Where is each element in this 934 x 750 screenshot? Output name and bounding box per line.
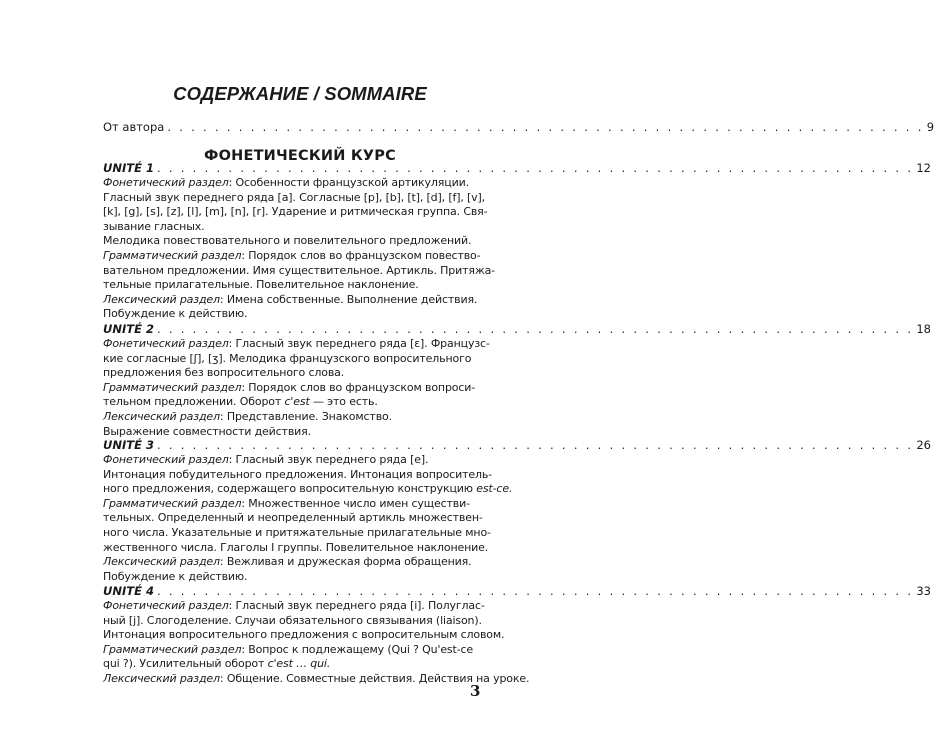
description-line (103, 511, 488, 526)
text-run: Побуждение к действию. (103, 307, 248, 321)
text-run: ного предложения, содержащего вопросительную конструкцию (103, 482, 477, 496)
text-run: : Гласный звук переднего ряда [i]. Полуглас- (228, 599, 485, 612)
italic-run: Лексический раздел (103, 555, 220, 569)
text-run: Мелодика повествовательного и повелительного предложений. (103, 234, 472, 248)
unit-label: UNITÉ 4 (103, 584, 154, 598)
text-run: — это есть. (309, 395, 378, 409)
description-line (103, 176, 488, 191)
italic-run: Фонетический раздел (103, 337, 229, 350)
description-line (103, 643, 488, 658)
leader-dots: . . . . . . . . . . . . . . . . . . . . . . . . . . . . . . . . . . . . . . . . . . . . . . . . . . . . . . . . . . . . . . . . (156, 322, 914, 336)
text-run: : Гласный звук переднего ряда [e]. (228, 453, 429, 466)
text-run: : Гласный звук переднего ряда [ɛ]. Французс- (228, 337, 490, 350)
leader-dots: . . . . . . . . . . . . . . . . . . . . . . . . . . . . . . . . . . . . . . . . . . . . . . . . . . . . . . . . . . . . . . . . (156, 161, 914, 175)
description-line (103, 293, 488, 308)
description-line (103, 205, 488, 220)
toc-entry-label: От автора (103, 120, 165, 134)
description-line (103, 395, 488, 410)
description-line (103, 482, 513, 497)
text-run: жественного числа. Глаголы I группы. Повелительное наклонение. (103, 540, 489, 554)
unit-label: UNITÉ 2 (103, 322, 154, 336)
text-run: кие согласные [ʃ], [ʒ]. Мелодика французского вопросительного (103, 351, 472, 365)
toc-entry-page: 9 (926, 120, 934, 134)
unit-heading (103, 584, 931, 598)
description-line (103, 337, 488, 352)
leader-dots: . . . . . . . . . . . . . . . . . . . . . . . . . . . . . . . . . . . . . . . . . . . . . . . . . . . . . . . . . . . . . . . . (156, 584, 914, 598)
text-run: : Особенности французской артикуляции. (228, 176, 469, 189)
text-run: : Вопрос к подлежащему (Qui ? Qu'est-ce (241, 642, 474, 656)
description-line (103, 278, 488, 293)
description-line (103, 467, 492, 483)
italic-run: Грамматический раздел (103, 496, 242, 510)
description-line (103, 263, 495, 279)
leader-dots: . . . . . . . . . . . . . . . . . . . . . . . . . . . . . . . . . . . . . . . . . . . . . . . . . . . . . . . . . . . . . . . . (156, 438, 914, 452)
unit-label: UNITÉ 3 (103, 438, 154, 452)
italic-run: Фонетический раздел (103, 599, 229, 612)
text-run: тельном предложении. Оборот (103, 395, 285, 409)
text-run: вательном предложении. Имя существительное. Артикль. Притяжа- (103, 263, 495, 277)
text-run: тельных. Определенный и неопределенный артикль множествен- (103, 511, 483, 525)
page-number: 3 (470, 682, 481, 700)
leader-dots: . . . . . . . . . . . . . . . . . . . . . . . . . . . . . . . . . . . . . . . . . . . . . . . . . . . . . . . . . . . . . . . . (167, 120, 924, 134)
italic-run: c'est … qui. (267, 657, 331, 671)
text-run: : Множественное число имен существи- (241, 496, 470, 510)
italic-run: Грамматический раздел (103, 248, 242, 262)
text-run: qui ?). Усилительный оборот (103, 657, 268, 671)
description-line (103, 366, 488, 381)
unit-heading (103, 322, 931, 336)
italic-run: Лексический раздел (103, 292, 220, 306)
italic-run: Фонетический раздел (103, 176, 229, 189)
text-run: : Общение. Совместные действия. Действия на уроке. (219, 671, 530, 685)
description-line (103, 614, 488, 629)
description-line (103, 657, 488, 672)
text-run: ного числа. Указательные и притяжательные прилагательные мно- (103, 525, 491, 539)
text-run: тельные прилагательные. Повелительное наклонение. (103, 278, 419, 292)
italic-run: Лексический раздел (103, 671, 220, 685)
text-run: ный [j]. Слогоделение. Случаи обязательного связывания (liaison). (103, 613, 482, 627)
italic-run: Грамматический раздел (103, 380, 242, 394)
unit-page: 18 (916, 322, 931, 336)
unit-description (103, 337, 488, 439)
text-run: : Вежливая и дружеская форма обращения. (219, 555, 472, 569)
description-line (103, 570, 488, 585)
description-line (103, 671, 530, 687)
description-line (103, 220, 488, 235)
text-run: : Порядок слов во французском вопроси- (241, 380, 476, 394)
description-line (103, 425, 488, 440)
italic-run: c'est (284, 395, 310, 409)
italic-run: Фонетический раздел (103, 453, 229, 466)
italic-run: Грамматический раздел (103, 642, 242, 656)
description-line (103, 628, 505, 643)
description-line (103, 249, 488, 264)
section-title: ФОНЕТИЧЕСКИЙ КУРС (204, 148, 396, 164)
description-line (103, 525, 491, 541)
text-run: : Представление. Знакомство. (219, 409, 392, 423)
italic-run: Лексический раздел (103, 409, 220, 423)
description-line (103, 555, 488, 570)
toc-entry-author (103, 120, 934, 134)
text-run: Побуждение к действию. (103, 569, 248, 583)
description-line (103, 541, 488, 556)
description-line (103, 191, 488, 206)
unit-page: 12 (916, 161, 931, 175)
description-line (103, 234, 488, 249)
description-line (103, 352, 488, 367)
italic-run: est-ce. (476, 482, 513, 496)
text-run: Интонация вопросительного предложения с вопросительным словом. (103, 628, 505, 642)
text-run: : Порядок слов во французском повество- (241, 248, 481, 262)
text-run: Гласный звук переднего ряда [a]. Согласные [p], [b], [t], [d], [f], [v], (103, 190, 486, 204)
unit-page: 26 (916, 438, 931, 452)
description-line (103, 410, 488, 425)
text-run: [k], [g], [s], [z], [l], [m], [n], [r]. Ударение и ритмическая группа. Свя- (103, 205, 488, 219)
unit-description (103, 599, 530, 687)
text-run: зывание гласных. (103, 219, 205, 233)
text-run: Интонация побудительного предложения. Интонация вопроситель- (103, 467, 492, 481)
unit-label: UNITÉ 1 (103, 161, 154, 175)
unit-page: 33 (916, 584, 931, 598)
description-line (103, 381, 488, 396)
unit-heading (103, 161, 931, 175)
description-line (103, 497, 488, 512)
unit-description (103, 176, 495, 322)
description-line (103, 307, 488, 322)
page-title: СОДЕРЖАНИЕ / SOMMAIRE (173, 83, 427, 104)
text-run: Выражение совместности действия. (103, 424, 311, 438)
text-run: : Имена собственные. Выполнение действия. (219, 292, 478, 306)
unit-description (103, 453, 513, 584)
description-line (103, 599, 488, 614)
unit-heading (103, 438, 931, 452)
description-line (103, 453, 488, 468)
text-run: предложения без вопросительного слова. (103, 366, 345, 380)
